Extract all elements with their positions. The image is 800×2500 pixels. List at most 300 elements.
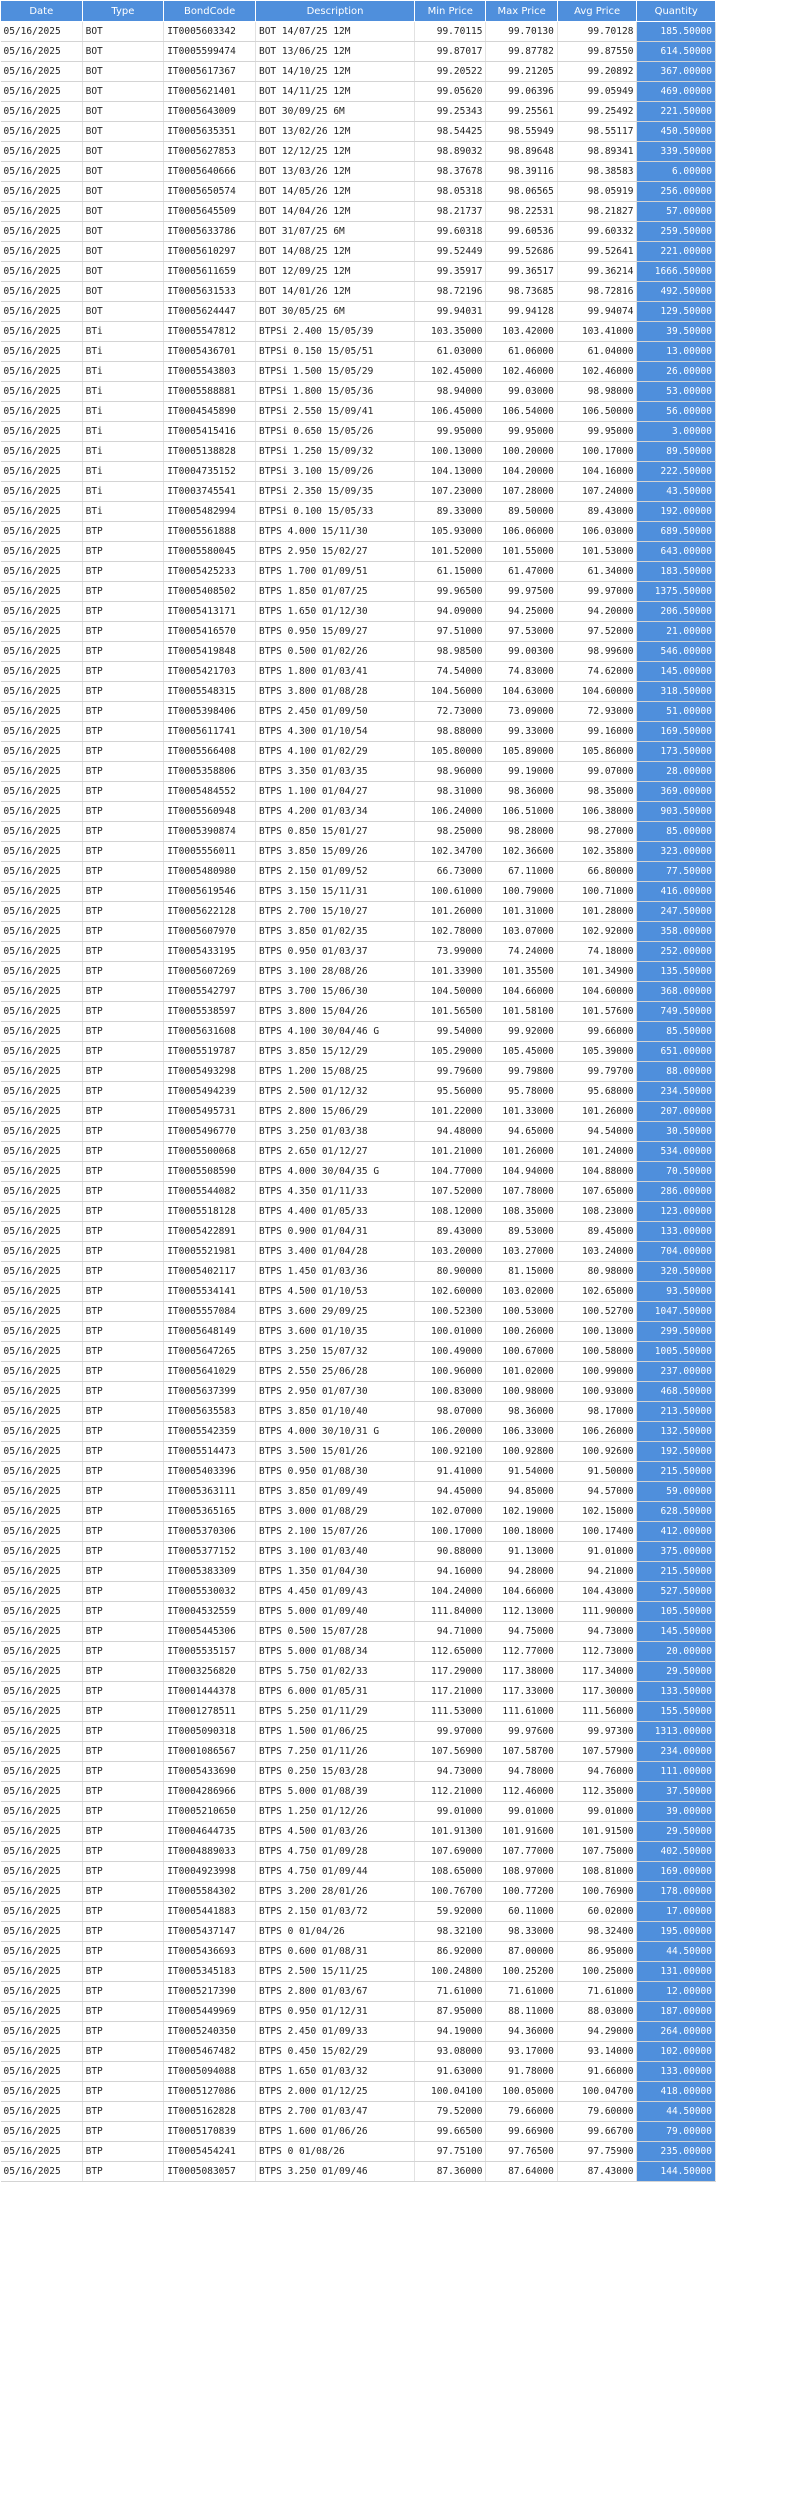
table-row[interactable]: [1, 2082, 716, 2102]
cell-min-price: 105.29000: [415, 1042, 486, 1062]
table-row[interactable]: [1, 382, 716, 402]
cell-description: BTPS 3.850 01/02/35: [255, 922, 414, 942]
cell-avg-price: 100.04700: [557, 2082, 637, 2102]
table-row[interactable]: [1, 1862, 716, 1882]
table-row[interactable]: [1, 362, 716, 382]
cell-max-price: 108.97000: [486, 1862, 557, 1882]
table-row[interactable]: [1, 202, 716, 222]
table-row[interactable]: [1, 962, 716, 982]
table-row[interactable]: [1, 1642, 716, 1662]
table-row[interactable]: [1, 1922, 716, 1942]
cell-type: BTP: [82, 1082, 164, 1102]
table-row[interactable]: [1, 1822, 716, 1842]
cell-min-price: 72.73000: [415, 702, 486, 722]
cell-avg-price: 107.24000: [557, 482, 637, 502]
cell-description: BOT 30/05/25 6M: [255, 302, 414, 322]
cell-date: 05/16/2025: [1, 682, 83, 702]
cell-avg-price: 94.21000: [557, 1562, 637, 1582]
table-row[interactable]: [1, 42, 716, 62]
cell-description: BOT 12/12/25 12M: [255, 142, 414, 162]
cell-bondcode: IT0005162828: [164, 2102, 256, 2122]
cell-quantity: 614.50000: [637, 42, 716, 62]
cell-avg-price: 99.79700: [557, 1062, 637, 1082]
table-row[interactable]: [1, 1782, 716, 1802]
cell-max-price: 91.54000: [486, 1462, 557, 1482]
cell-date: 05/16/2025: [1, 1282, 83, 1302]
cell-bondcode: IT0005560948: [164, 802, 256, 822]
cell-avg-price: 101.24000: [557, 1142, 637, 1162]
cell-avg-price: 88.03000: [557, 2002, 637, 2022]
cell-description: BTPS 1.350 01/04/30: [255, 1562, 414, 1582]
cell-description: BTPS 3.850 15/12/29: [255, 1042, 414, 1062]
cell-quantity: 628.50000: [637, 1502, 716, 1522]
cell-type: BTP: [82, 1562, 164, 1582]
table-row[interactable]: [1, 522, 716, 542]
cell-max-price: 67.11000: [486, 862, 557, 882]
cell-max-price: 91.78000: [486, 2062, 557, 2082]
table-row[interactable]: [1, 1522, 716, 1542]
table-row[interactable]: [1, 1182, 716, 1202]
cell-min-price: 104.77000: [415, 1162, 486, 1182]
cell-type: BTP: [82, 2062, 164, 2082]
cell-min-price: 98.31000: [415, 782, 486, 802]
cell-description: BTPS 3.850 01/10/40: [255, 1402, 414, 1422]
table-row[interactable]: [1, 702, 716, 722]
cell-type: BOT: [82, 202, 164, 222]
table-row[interactable]: [1, 722, 716, 742]
table-row[interactable]: [1, 422, 716, 442]
table-row[interactable]: [1, 482, 716, 502]
table-row[interactable]: [1, 1702, 716, 1722]
table-row[interactable]: [1, 1022, 716, 1042]
cell-date: 05/16/2025: [1, 622, 83, 642]
cell-max-price: 79.66000: [486, 2102, 557, 2122]
table-row[interactable]: [1, 302, 716, 322]
cell-avg-price: 99.87550: [557, 42, 637, 62]
cell-max-price: 99.92000: [486, 1022, 557, 1042]
header-type[interactable]: Type: [82, 1, 164, 22]
table-row[interactable]: [1, 1462, 716, 1482]
cell-bondcode: IT0005436701: [164, 342, 256, 362]
cell-min-price: 104.56000: [415, 682, 486, 702]
cell-quantity: 88.00000: [637, 1062, 716, 1082]
cell-max-price: 98.89648: [486, 142, 557, 162]
cell-min-price: 104.50000: [415, 982, 486, 1002]
table-row[interactable]: [1, 1202, 716, 1222]
cell-type: BTP: [82, 922, 164, 942]
table-row[interactable]: [1, 462, 716, 482]
cell-min-price: 86.92000: [415, 1942, 486, 1962]
cell-min-price: 89.43000: [415, 1222, 486, 1242]
cell-description: BTPS 3.150 15/11/31: [255, 882, 414, 902]
cell-date: 05/16/2025: [1, 1222, 83, 1242]
cell-date: 05/16/2025: [1, 742, 83, 762]
table-row[interactable]: [1, 822, 716, 842]
table-row[interactable]: [1, 542, 716, 562]
cell-date: 05/16/2025: [1, 1302, 83, 1322]
table-row[interactable]: [1, 1402, 716, 1422]
table-row[interactable]: [1, 22, 716, 42]
cell-min-price: 100.49000: [415, 1342, 486, 1362]
table-row[interactable]: [1, 62, 716, 82]
cell-max-price: 61.06000: [486, 342, 557, 362]
table-row[interactable]: [1, 242, 716, 262]
cell-avg-price: 112.35000: [557, 1782, 637, 1802]
table-row[interactable]: [1, 1422, 716, 1442]
cell-description: BTPS 5.750 01/02/33: [255, 1662, 414, 1682]
cell-description: BTPSi 1.500 15/05/29: [255, 362, 414, 382]
cell-max-price: 112.13000: [486, 1602, 557, 1622]
table-row[interactable]: [1, 1102, 716, 1122]
cell-min-price: 71.61000: [415, 1982, 486, 2002]
table-row[interactable]: [1, 602, 716, 622]
cell-type: BTP: [82, 1642, 164, 1662]
table-row[interactable]: [1, 1262, 716, 1282]
cell-type: BTP: [82, 1502, 164, 1522]
cell-max-price: 100.92800: [486, 1442, 557, 1462]
cell-date: 05/16/2025: [1, 662, 83, 682]
cell-quantity: 369.00000: [637, 782, 716, 802]
cell-quantity: 102.00000: [637, 2042, 716, 2062]
cell-description: BTPS 3.100 01/03/40: [255, 1542, 414, 1562]
cell-avg-price: 99.25492: [557, 102, 637, 122]
cell-type: BTP: [82, 2042, 164, 2062]
table-row[interactable]: [1, 1742, 716, 1762]
cell-description: BOT 13/03/26 12M: [255, 162, 414, 182]
table-row[interactable]: [1, 1442, 716, 1462]
cell-min-price: 102.45000: [415, 362, 486, 382]
table-row[interactable]: [1, 1222, 716, 1242]
table-row[interactable]: [1, 2142, 716, 2162]
cell-max-price: 108.35000: [486, 1202, 557, 1222]
cell-min-price: 93.08000: [415, 2042, 486, 2062]
cell-description: BOT 14/11/25 12M: [255, 82, 414, 102]
cell-description: BTPS 2.950 01/07/30: [255, 1382, 414, 1402]
cell-description: BTPS 4.750 01/09/44: [255, 1862, 414, 1882]
cell-quantity: 235.00000: [637, 2142, 716, 2162]
table-row[interactable]: [1, 502, 716, 522]
table-row[interactable]: [1, 2042, 716, 2062]
cell-type: BTP: [82, 682, 164, 702]
table-row[interactable]: [1, 882, 716, 902]
cell-type: BOT: [82, 22, 164, 42]
header-quantity[interactable]: Quantity: [637, 1, 716, 22]
cell-quantity: 39.50000: [637, 322, 716, 342]
cell-quantity: 368.00000: [637, 982, 716, 1002]
table-row[interactable]: [1, 562, 716, 582]
cell-description: BTPS 1.700 01/09/51: [255, 562, 414, 582]
cell-max-price: 88.11000: [486, 2002, 557, 2022]
cell-description: BTPS 2.100 15/07/26: [255, 1522, 414, 1542]
cell-quantity: 59.00000: [637, 1482, 716, 1502]
table-row[interactable]: [1, 1242, 716, 1262]
cell-type: BTP: [82, 1122, 164, 1142]
table-row[interactable]: [1, 1902, 716, 1922]
cell-bondcode: IT0005633786: [164, 222, 256, 242]
cell-type: BTP: [82, 1802, 164, 1822]
table-row[interactable]: [1, 1342, 716, 1362]
cell-min-price: 100.83000: [415, 1382, 486, 1402]
table-row[interactable]: [1, 182, 716, 202]
table-row[interactable]: [1, 1502, 716, 1522]
table-row[interactable]: [1, 1382, 716, 1402]
cell-max-price: 100.77200: [486, 1882, 557, 1902]
cell-max-price: 106.51000: [486, 802, 557, 822]
table-row[interactable]: [1, 1162, 716, 1182]
header-max-price[interactable]: Max Price: [486, 1, 557, 22]
cell-min-price: 97.75100: [415, 2142, 486, 2162]
table-row[interactable]: [1, 402, 716, 422]
cell-description: BTPS 0.450 15/02/29: [255, 2042, 414, 2062]
cell-max-price: 101.58100: [486, 1002, 557, 1022]
cell-description: BTPS 0.250 15/03/28: [255, 1762, 414, 1782]
cell-quantity: 145.00000: [637, 662, 716, 682]
cell-description: BTPS 6.000 01/05/31: [255, 1682, 414, 1702]
cell-type: BTP: [82, 1102, 164, 1122]
table-row[interactable]: [1, 1302, 716, 1322]
cell-quantity: 169.50000: [637, 722, 716, 742]
cell-avg-price: 98.99600: [557, 642, 637, 662]
table-row[interactable]: [1, 782, 716, 802]
cell-date: 05/16/2025: [1, 182, 83, 202]
table-row[interactable]: [1, 1682, 716, 1702]
table-row[interactable]: [1, 1882, 716, 1902]
table-row[interactable]: [1, 1542, 716, 1562]
cell-avg-price: 98.32400: [557, 1922, 637, 1942]
table-row[interactable]: [1, 1562, 716, 1582]
cell-bondcode: IT0005467482: [164, 2042, 256, 2062]
cell-max-price: 60.11000: [486, 1902, 557, 1922]
cell-type: BTP: [82, 1202, 164, 1222]
cell-date: 05/16/2025: [1, 122, 83, 142]
cell-avg-price: 99.36214: [557, 262, 637, 282]
cell-min-price: 99.52449: [415, 242, 486, 262]
cell-bondcode: IT0005547812: [164, 322, 256, 342]
table-row[interactable]: [1, 2002, 716, 2022]
table-row[interactable]: [1, 142, 716, 162]
cell-type: BTi: [82, 442, 164, 462]
cell-avg-price: 97.75900: [557, 2142, 637, 2162]
cell-avg-price: 61.04000: [557, 342, 637, 362]
cell-bondcode: IT0005494239: [164, 1082, 256, 1102]
cell-date: 05/16/2025: [1, 542, 83, 562]
cell-max-price: 98.55949: [486, 122, 557, 142]
table-row[interactable]: [1, 1662, 716, 1682]
cell-type: BTi: [82, 382, 164, 402]
cell-date: 05/16/2025: [1, 1702, 83, 1722]
cell-description: BTPS 4.750 01/09/28: [255, 1842, 414, 1862]
table-row[interactable]: [1, 2022, 716, 2042]
cell-date: 05/16/2025: [1, 1002, 83, 1022]
table-body: [1, 22, 716, 2182]
table-row[interactable]: [1, 262, 716, 282]
table-row[interactable]: [1, 1362, 716, 1382]
table-row[interactable]: [1, 1322, 716, 1342]
cell-type: BTi: [82, 342, 164, 362]
table-row[interactable]: [1, 82, 716, 102]
table-row[interactable]: [1, 942, 716, 962]
table-row[interactable]: [1, 1842, 716, 1862]
table-row[interactable]: [1, 1482, 716, 1502]
cell-type: BTP: [82, 1742, 164, 1762]
cell-max-price: 101.33000: [486, 1102, 557, 1122]
cell-avg-price: 94.73000: [557, 1622, 637, 1642]
table-row[interactable]: [1, 2062, 716, 2082]
table-row[interactable]: [1, 1142, 716, 1162]
table-row[interactable]: [1, 122, 716, 142]
table-row[interactable]: [1, 1582, 716, 1602]
table-row[interactable]: [1, 2102, 716, 2122]
cell-quantity: 221.00000: [637, 242, 716, 262]
cell-quantity: 412.00000: [637, 1522, 716, 1542]
table-row[interactable]: [1, 2122, 716, 2142]
cell-max-price: 89.53000: [486, 1222, 557, 1242]
cell-quantity: 155.50000: [637, 1702, 716, 1722]
cell-max-price: 99.79800: [486, 1062, 557, 1082]
table-row[interactable]: [1, 1062, 716, 1082]
cell-description: BOT 13/02/26 12M: [255, 122, 414, 142]
table-row[interactable]: [1, 862, 716, 882]
cell-date: 05/16/2025: [1, 1882, 83, 1902]
cell-bondcode: IT0004644735: [164, 1822, 256, 1842]
cell-bondcode: IT0005094088: [164, 2062, 256, 2082]
cell-date: 05/16/2025: [1, 722, 83, 742]
table-row[interactable]: [1, 1942, 716, 1962]
cell-description: BOT 12/09/25 12M: [255, 262, 414, 282]
cell-min-price: 101.91300: [415, 1822, 486, 1842]
table-row[interactable]: [1, 322, 716, 342]
cell-type: BTP: [82, 1662, 164, 1682]
cell-min-price: 107.23000: [415, 482, 486, 502]
table-row[interactable]: [1, 1002, 716, 1022]
cell-avg-price: 105.86000: [557, 742, 637, 762]
table-row[interactable]: [1, 622, 716, 642]
cell-quantity: 20.00000: [637, 1642, 716, 1662]
cell-type: BTP: [82, 1302, 164, 1322]
cell-description: BTPS 5.000 01/09/40: [255, 1602, 414, 1622]
table-row[interactable]: [1, 1082, 716, 1102]
cell-avg-price: 105.39000: [557, 1042, 637, 1062]
table-row[interactable]: [1, 1122, 716, 1142]
cell-date: 05/16/2025: [1, 22, 83, 42]
table-row[interactable]: [1, 1962, 716, 1982]
cell-bondcode: IT0005419848: [164, 642, 256, 662]
cell-quantity: 93.50000: [637, 1282, 716, 1302]
cell-min-price: 94.73000: [415, 1762, 486, 1782]
cell-max-price: 89.50000: [486, 502, 557, 522]
cell-date: 05/16/2025: [1, 2022, 83, 2042]
cell-date: 05/16/2025: [1, 982, 83, 1002]
table-row[interactable]: [1, 1282, 716, 1302]
cell-type: BTP: [82, 1342, 164, 1362]
cell-bondcode: IT0005624447: [164, 302, 256, 322]
table-row[interactable]: [1, 442, 716, 462]
cell-description: BTPSi 2.350 15/09/35: [255, 482, 414, 502]
cell-quantity: 320.50000: [637, 1262, 716, 1282]
table-row[interactable]: [1, 982, 716, 1002]
cell-bondcode: IT0004923998: [164, 1862, 256, 1882]
header-bondcode[interactable]: BondCode: [164, 1, 256, 22]
cell-bondcode: IT0005445306: [164, 1622, 256, 1642]
cell-description: BTPS 2.650 01/12/27: [255, 1142, 414, 1162]
table-row[interactable]: [1, 1602, 716, 1622]
table-row[interactable]: [1, 762, 716, 782]
table-row[interactable]: [1, 1982, 716, 2002]
cell-max-price: 100.98000: [486, 1382, 557, 1402]
cell-description: BTPSi 0.150 15/05/51: [255, 342, 414, 362]
table-row[interactable]: [1, 2162, 716, 2182]
table-row[interactable]: [1, 642, 716, 662]
cell-max-price: 100.53000: [486, 1302, 557, 1322]
table-row[interactable]: [1, 922, 716, 942]
table-row[interactable]: [1, 1762, 716, 1782]
table-row[interactable]: [1, 902, 716, 922]
cell-bondcode: IT0005557084: [164, 1302, 256, 1322]
header-min-price[interactable]: Min Price: [415, 1, 486, 22]
header-description[interactable]: Description: [255, 1, 414, 22]
table-row[interactable]: [1, 102, 716, 122]
header-avg-price[interactable]: Avg Price: [557, 1, 637, 22]
table-row[interactable]: [1, 682, 716, 702]
cell-description: BTPSi 1.250 15/09/32: [255, 442, 414, 462]
table-row[interactable]: [1, 162, 716, 182]
cell-min-price: 99.01000: [415, 1802, 486, 1822]
cell-max-price: 104.63000: [486, 682, 557, 702]
table-row[interactable]: [1, 842, 716, 862]
cell-avg-price: 87.43000: [557, 2162, 637, 2182]
cell-min-price: 89.33000: [415, 502, 486, 522]
cell-bondcode: IT0005138828: [164, 442, 256, 462]
cell-min-price: 98.32100: [415, 1922, 486, 1942]
cell-description: BTPS 3.700 15/06/30: [255, 982, 414, 1002]
cell-max-price: 81.15000: [486, 1262, 557, 1282]
cell-type: BOT: [82, 102, 164, 122]
cell-description: BTPS 2.450 01/09/50: [255, 702, 414, 722]
table-row[interactable]: [1, 222, 716, 242]
table-row[interactable]: [1, 802, 716, 822]
cell-max-price: 117.33000: [486, 1682, 557, 1702]
header-date[interactable]: Date: [1, 1, 83, 22]
cell-bondcode: IT0005398406: [164, 702, 256, 722]
table-row[interactable]: [1, 1722, 716, 1742]
table-row[interactable]: [1, 662, 716, 682]
cell-max-price: 104.94000: [486, 1162, 557, 1182]
cell-description: BTPS 2.700 15/10/27: [255, 902, 414, 922]
cell-max-price: 100.26000: [486, 1322, 557, 1342]
cell-avg-price: 107.57900: [557, 1742, 637, 1762]
table-row[interactable]: [1, 282, 716, 302]
table-row[interactable]: [1, 742, 716, 762]
table-row[interactable]: [1, 1622, 716, 1642]
cell-date: 05/16/2025: [1, 1142, 83, 1162]
table-row[interactable]: [1, 582, 716, 602]
cell-description: BTPS 4.450 01/09/43: [255, 1582, 414, 1602]
cell-min-price: 102.60000: [415, 1282, 486, 1302]
cell-date: 05/16/2025: [1, 1542, 83, 1562]
table-row[interactable]: [1, 1042, 716, 1062]
table-row[interactable]: [1, 1802, 716, 1822]
cell-type: BTP: [82, 1242, 164, 1262]
table-row[interactable]: [1, 342, 716, 362]
cell-bondcode: IT0005480980: [164, 862, 256, 882]
cell-date: 05/16/2025: [1, 382, 83, 402]
cell-min-price: 87.95000: [415, 2002, 486, 2022]
cell-min-price: 80.90000: [415, 1262, 486, 1282]
cell-description: BTPS 1.450 01/03/36: [255, 1262, 414, 1282]
cell-quantity: 29.50000: [637, 1662, 716, 1682]
cell-bondcode: IT0005635351: [164, 122, 256, 142]
cell-avg-price: 108.23000: [557, 1202, 637, 1222]
